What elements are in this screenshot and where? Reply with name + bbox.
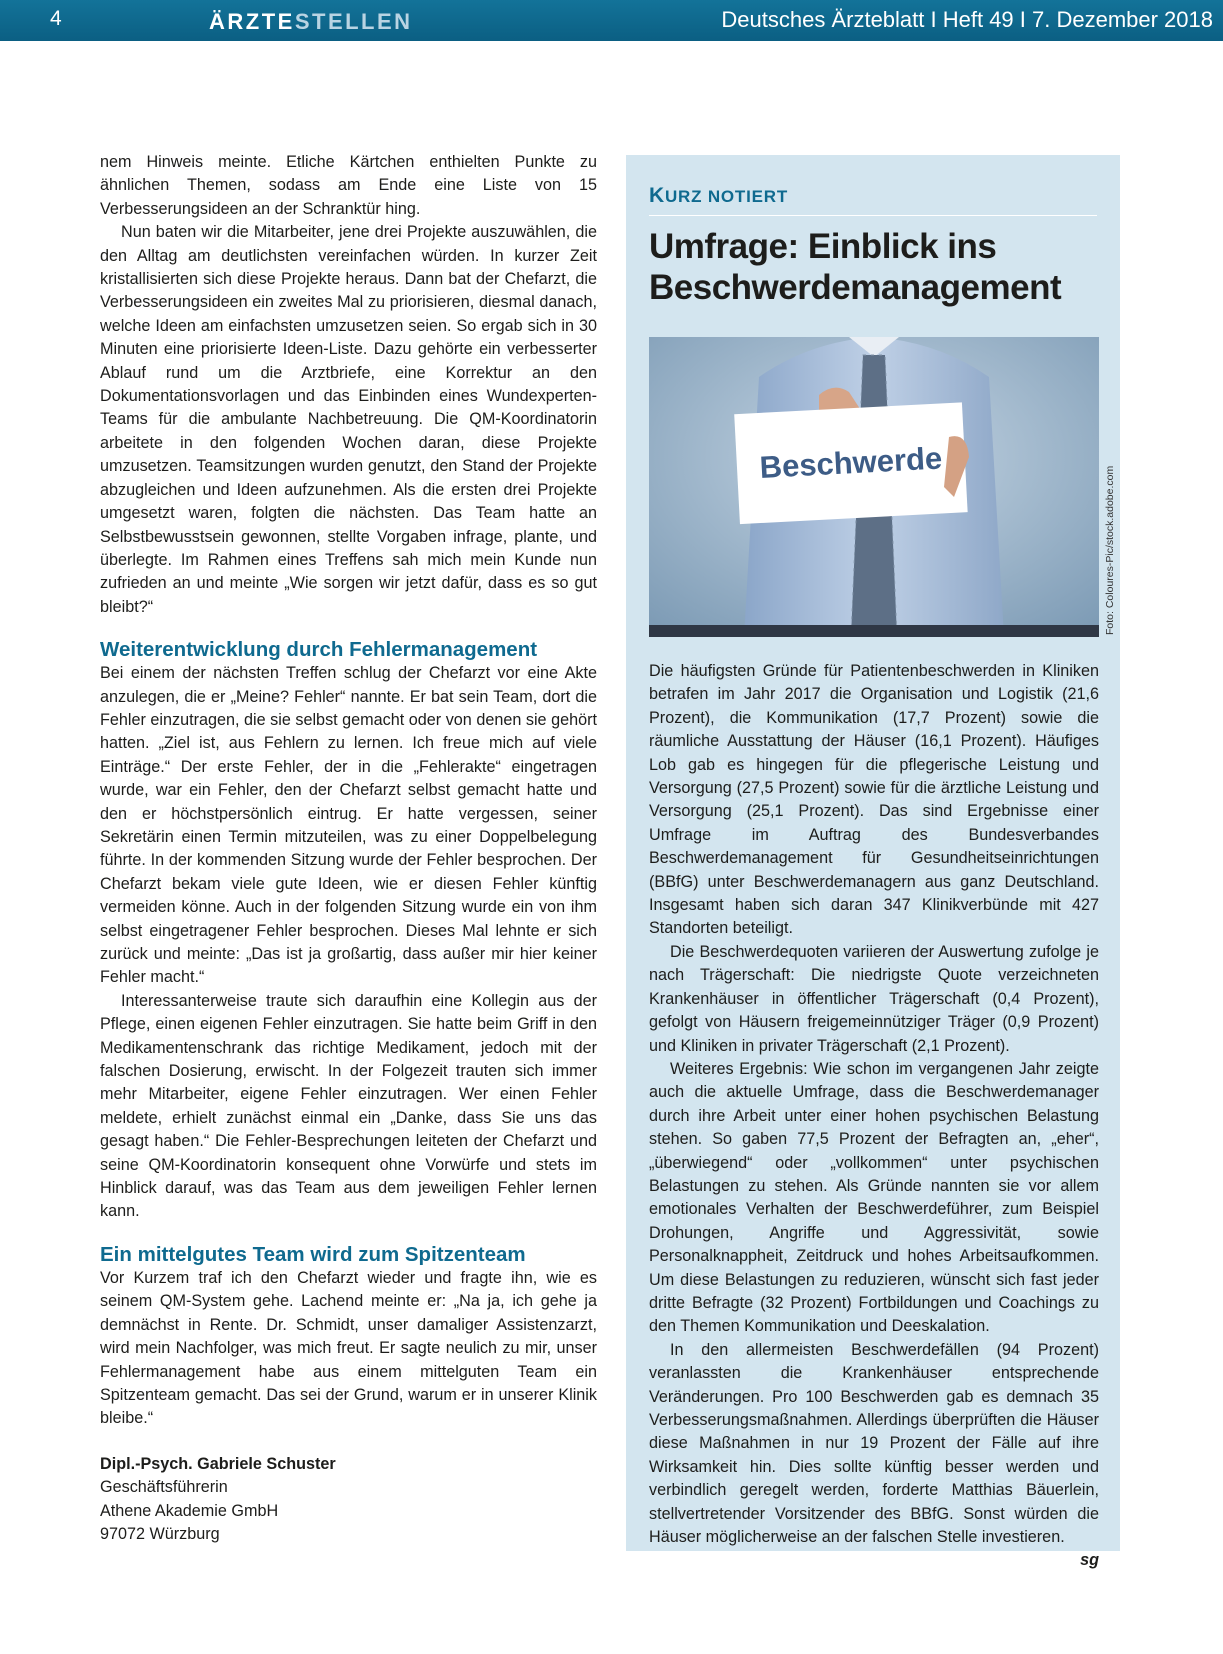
article-paragraph: Bei einem der nächsten Treffen schlug der Chefarzt vor eine Akte anzulegen, die er „Meine? Fehler“ nannte. Er bat sein Team, dort die Fehler einzutragen, die sie selbst gemacht oder von denen sie gehört hatten. „Ziel ist, aus Fehlern zu lernen. Ich freue mich auf viele Einträge.“ Der erste Fehler, der in die „Fehlerakte“ eingetragen wurde, war ein Fehler, den der Chefarzt selbst gemacht hatte und den er höchstpersönlich eintrug. Er hatte vergessen, seiner Sekretärin einen Termin mitzuteilen, was zu einer Doppelbelegung führte. In der kommenden Sitzung wurde der Fehler besprochen. Der Chefarzt bekam viele gute Ideen, wie er diesen Fehler künftig vermeiden könne. Auch in der folgenden Sitzung wurde ein von ihm selbst eingetragener Fehler besprochen. Dieses Mal lehnte er sich zurück und meinte: „Das ist ja großartig, dass außer mir hier keiner Fehler macht.“ — [100, 664, 597, 987]
author-company: Athene Akademie GmbH — [100, 1501, 279, 1520]
article-paragraph: Vor Kurzem traf ich den Chefarzt wieder und fragte ihn, wie es seinem QM-System gehe. Lachend meinte er: „Na ja, ich gehe ja demnächst in Rente. Dr. Schmidt, unser damaliger Assistenzarzt, wird mein Nachfolger, was mich freut. Er sagte neulich zu mir, unser Fehlermanagement habe aus einem mittelguten Team ein Spitzenteam gemacht. Das sei der Grund, warum er in unserer Klinik bleibe.“ — [100, 1268, 597, 1428]
photo-illustration — [649, 337, 1099, 637]
sidebar-paragraph: Die Beschwerdequoten variieren der Auswertung zufolge je nach Trägerschaft: Die niedrigste Quote verzeichneten Krankenhäuser in öffentlicher Trägerschaft (0,4 Prozent), gefolgt von Häusern freigemeinnütziger Träger (0,9 Prozent) und Kliniken in privater Trägerschaft (2,1 Prozent). — [649, 942, 1099, 1055]
sidebar-body — [649, 660, 1099, 1573]
author-city: 97072 Würzburg — [100, 1524, 220, 1543]
photo — [649, 337, 1099, 637]
section-brand — [209, 9, 413, 35]
author-signature — [100, 1453, 597, 1547]
sidebar-paragraph: Weiteres Ergebnis: Wie schon im vergangenen Jahr zeigte auch die aktuelle Umfrage, dass die Beschwerdemanager durch ihre Arbeit unter einer hohen psychischen Belastung stehen. So gaben 77,5 Prozent der Befragten an, „eher“, „überwiegend“ oder „vollkommen“ unter psychischen Belastungen zu stehen. Als Gründe nannten sie vor allem emotionales Verhalten der Beschwerdeführer, zum Beispiel Drohungen, Angriffe und Aggressivität, sowie Personalknappheit, Zeitdruck und hohes Arbeitsaufkommen. Um diese Belastungen zu reduzieren, wünscht sich fast jeder dritte Befragte (32 Prozent) Fortbildungen und Coachings zu den Themen Kommunikation und Deeskalation. — [649, 1059, 1099, 1336]
article-paragraph: Nun baten wir die Mitarbeiter, jene drei Projekte auszuwählen, die den Alltag am deutlichsten vereinfachen würden. In kurzer Zeit kristallisierten sich diese Projekte heraus. Dann bat der Chefarzt, die Verbesserungsideen ein zweites Mal zu priorisieren, diesmal danach, welche Ideen am einfachsten umzusetzen seien. So ergab sich in 30 Minuten eine priorisierte Ideen-Liste. Dazu gehörte ein verbesserter Ablauf rund um die Arztbriefe, eine Korrektur an den Dokumentationsvorlagen und das Einbinden eines Wundexperten-Teams für die ambulante Nachbetreuung. Die QM-Koordinatorin arbeitete in den folgenden Wochen daran, diese Projekte umzusetzen. Teamsitzungen wurden genutzt, den Stand der Projekte abzugleichen und Ideen aufzunehmen. Als die ersten drei Projekte umgesetzt waren, folgten die nächsten. Das Team hatte an Selbstbewusstsein gewonnen, stellte Vorgaben infrage, plante, und überlegte. Im Rahmen eines Treffens sah mich mein Kunde nun zufrieden an und meinte „Wie sorgen wir jetzt dafür, dass es so gut bleibt?“ — [100, 223, 597, 616]
author-name: Dipl.-Psych. Gabriele Schuster — [100, 1454, 336, 1473]
author-role: Geschäftsführerin — [100, 1478, 228, 1497]
article-paragraph: nem Hinweis meinte. Etliche Kärtchen enthielten Punkte zu ähnlichen Themen, sodass am Ende eine Liste von 15 Verbesserungsideen an der Schranktür hing. — [100, 153, 597, 218]
kicker — [649, 184, 1097, 216]
sidebar-paragraph: Die häufigsten Gründe für Patientenbeschwerden in Kliniken betrafen im Jahr 2017 die Organisation und Logistik (21,6 Prozent), die Kommunikation (17,7 Prozent) sowie die räumliche Ausstattung der Häuser (16,1 Prozent). Häufiges Lob gab es hingegen für die pflegerische Leistung und Versorgung (27,5 Prozent) sowie für die ärztliche Leistung und Versorgung (25,1 Prozent). Das sind Ergebnisse einer Umfrage im Auftrag des Bundesverbandes Beschwerdemanagement für Gesundheitseinrichtungen (BBfG) unter Beschwerdemanagern aus ganz Deutschland. Insgesamt haben sich daran 347 Klinikverbünde mit 427 Standorten beteiligt. — [649, 662, 1099, 938]
article-paragraph: Interessanterweise traute sich daraufhin eine Kollegin aus der Pflege, einen eigenen Fehler einzutragen. Sie hatte beim Griff in den Medikamentenschrank das richtige Medikament, jedoch mit der falschen Dosierung, erwischt. In der Folgezeit trauten sich immer mehr Mitarbeiter, eigene Fehler einzutragen. Wer einen Fehler meldete, erhielt zunächst einmal ein „Danke, dass Sie uns das gesagt haben.“ Die Fehler-Besprechungen leiteten der Chefarzt und seine QM-Koordinatorin konsequent ohne Vorwürfe und stets im Hinblick darauf, was das Team aus dem jeweiligen Fehler lernen kann. — [100, 991, 597, 1221]
issue-info: Deutsches Ärzteblatt I Heft 49 I 7. Dezember 2018 — [721, 7, 1213, 32]
sidebar-paragraph-text: In den allermeisten Beschwerdefällen (94 Prozent) veranlassten die Krankenhäuser entsprechende Veränderungen. Pro 100 Beschwerden gab es demnach 35 Verbesserungsmaßnahmen. Allerdings überprüften die Häuser diese Maßnahmen in nur 19 Prozent der Fälle auf ihre Wirksamkeit hin. Dies sollte künftig besser werden und verbindlich geregelt werden, forderte Matthias Bäuerlein, stellvertretender Vorsitzender des BBfG. Sonst würden die Häuser möglicherweise an der falschen Stelle investieren. — [649, 1340, 1099, 1547]
section-heading: Ein mittelgutes Team wird zum Spitzenteam — [100, 1242, 526, 1266]
sidebar-title: Umfrage: Einblick ins Beschwerdemanagement — [649, 227, 1062, 307]
article-column — [100, 151, 597, 1546]
kicker-initial: K — [649, 184, 665, 207]
brand-part-1: ÄRZTE — [209, 9, 295, 34]
page-header — [0, 0, 1223, 41]
photo-credit: Foto: Coloures-Pic/stock.adobe.com — [1104, 465, 1116, 635]
sidebar-paragraph-last — [649, 1339, 1099, 1570]
kicker-rest: URZ NOTIERT — [664, 187, 789, 206]
brand-part-2: STELLEN — [294, 9, 413, 34]
author-initials: sg — [1080, 1551, 1099, 1570]
photo-credit-wrapper — [1102, 455, 1118, 635]
sidebar-box — [626, 155, 1120, 1570]
photo-sign-text: Beschwerde — [758, 440, 944, 485]
page-number: 4 — [50, 7, 62, 30]
section-heading: Weiterentwicklung durch Fehlermanagement — [100, 638, 538, 662]
